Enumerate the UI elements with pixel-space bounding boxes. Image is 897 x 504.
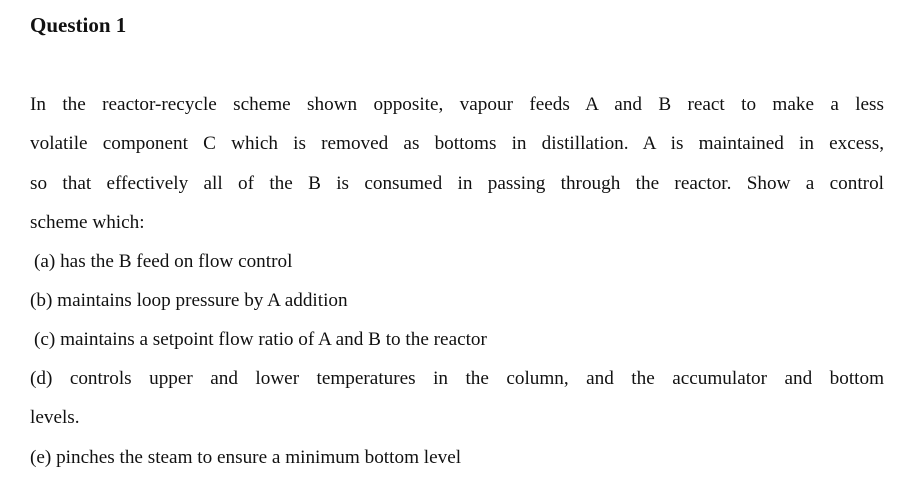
part-e: (e) pinches the steam to ensure a minimum bottom level (30, 447, 462, 468)
part-d-line-2: levels. (30, 407, 80, 428)
intro-line-4: scheme which: (30, 212, 145, 233)
intro-line-2: volatile component C which is removed as bottoms in distillation. A is maintained in excess, (30, 133, 884, 154)
part-d-line-1: (d) controls upper and lower temperatures in the column, and the accumulator and bottom (30, 368, 884, 389)
part-c: (c) maintains a setpoint flow ratio of A and B to the reactor (34, 329, 487, 350)
part-a: (a) has the B feed on flow control (34, 251, 293, 272)
question-heading: Question 1 (30, 13, 127, 37)
intro-line-3: so that effectively all of the B is consumed in passing through the reactor. Show a control (30, 173, 884, 194)
intro-line-1: In the reactor-recycle scheme shown opposite, vapour feeds A and B react to make a less (30, 94, 884, 115)
part-b: (b) maintains loop pressure by A addition (30, 290, 348, 311)
